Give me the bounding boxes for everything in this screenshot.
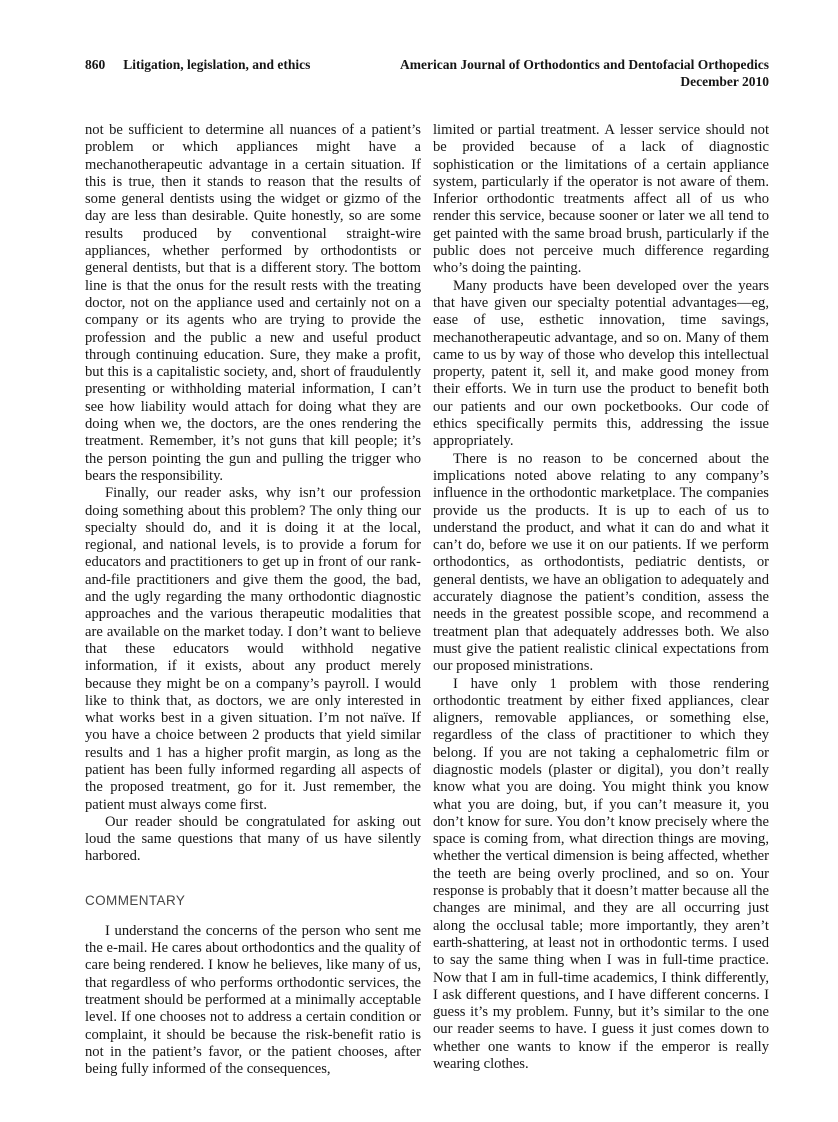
issue-date: December 2010 [680, 73, 769, 89]
paragraph: not be sufficient to determine all nuances of a patient’s problem or which appliances might have a mechanotherapeutic advantage in a certain situation. If this is true, then it stands to reason that the results of some general dentists using the widget or gizmo of the day are less than desirable. Quite honestly, so are some results produced by conventional straight-wire appliances, whether performed by orthodontists or general dentists, but that is a different story. The bottom line is that the onus for the result rests with the treating doctor, not on the appliance used and certainly not on a company or its agents who are trying to provide the profession and the public a new and useful product through continuing education. Sure, they make a profit, but this is a capitalistic society, and, short of fraudulently presenting or withholding material information, I can’t see how liability would attach for doing what they are doing when we, the doctors, are the ones rendering the treatment. Remember, it’s not guns that kill people; it’s the person pointing the gun and pulling the trigger who bears the responsibility. [85, 122, 421, 484]
paragraph: Our reader should be congratulated for asking out loud the same questions that many of us have silently harbored. [85, 813, 421, 865]
left-column [85, 122, 421, 1078]
running-title: Litigation, legislation, and ethics [123, 57, 311, 72]
page-number: 860 [85, 57, 106, 72]
running-head [85, 57, 769, 90]
paragraph: Many products have been developed over the years that have given our specialty potential advantages—eg, ease of use, esthetic innovation, time savings, mechanotherapeutic advantage, and so on. Many of them came to us by way of those who develop this intellectual property, patent it, sell it, and make good money from their efforts. We in turn use the product to benefit both our patients and our own pocketbooks. Our code of ethics specifically permits this, addressing the issue appropriately. [433, 277, 769, 450]
paragraph: There is no reason to be concerned about the implications noted above relating to any company’s influence in the orthodontic marketplace. The companies provide us the products. It is up to each of us to understand the product, and what it can do and what it can’t do, before we use it on our patients. If we perform orthodontics, as orthodontists, pediatric dentists, or general dentists, we have an obligation to adequately and accurately diagnose the patient’s condition, assess the needs in the greatest possible scope, and recommend a treatment plan that adequately addresses both. We also must give the patient realistic clinical expectations from our proposed ministrations. [433, 450, 769, 675]
paragraph: limited or partial treatment. A lesser service should not be provided because of a lack of diagnostic sophistication or the limitations of a certain appliance system, particularly if the operator is not aware of them. Inferior orthodontic treatments affect all of us who render this service, because sooner or later we all tend to get painted with the same broad brush, particularly if the public does not perceive much difference regarding who’s doing the painting. [433, 122, 769, 277]
paragraph: Finally, our reader asks, why isn’t our profession doing something about this problem? The only thing our specialty should do, and it is doing it at the local, regional, and national levels, is to provide a forum for educators and practitioners to get up in front of our rank-and-file practitioners and give them the good, the bad, and the ugly regarding the many orthodontic diagnostic approaches and the various therapeutic modalities that are available on the market today. I don’t want to believe that these educators would withhold negative information, if it exists, about any product merely because they might be on a company’s payroll. I would like to think that, as doctors, we are only interested in what works best in a given situation. I’m not naïve. If you have a choice between 2 products that yield similar results and 1 has a higher profit margin, as long as the patient has been fully informed regarding all aspects of the proposed treatment, go for it. Just remember, the patient must always come first. [85, 485, 421, 813]
paragraph: I have only 1 problem with those rendering orthodontic treatment by either fixed appliances, clear aligners, removable appliances, or something else, regardless of the class of practitioner to which they belong. If you are not taking a cephalometric film or diagnostic models (plaster or digital), you don’t really know what you are doing. You might think you know what you are doing, but, if you can’t measure it, you don’t know for sure. You don’t know precisely where the space is coming from, what direction things are moving, whether the vertical dimension is being affected, whether the teeth are being overly proclined, and so on. Your response is probably that it doesn’t matter because all the changes are minimal, and they are all occurring just along the occlusal table; more importantly, they aren’t earth-shattering, at least not in orthodontic terms. I used to say the same thing when I was in full-time practice. Now that I am in full-time academics, I think differently, I ask different questions, and I have different concerns. I guess it’s my problem. Funny, but it’s similar to the one our reader seems to have. I guess it just comes down to whether one wants to know if the emperor is really wearing clothes. [433, 675, 769, 1073]
commentary-heading: COMMENTARY [85, 892, 186, 908]
two-column-body [85, 122, 769, 1078]
running-head-right [400, 57, 769, 90]
journal-name: American Journal of Orthodontics and Dentofacial Orthopedics [400, 57, 769, 72]
running-head-left [85, 57, 310, 74]
paragraph: I understand the concerns of the person who sent me the e-mail. He cares about orthodontics and the quality of care being rendered. I know he believes, like many of us, that regardless of who performs orthodontic services, the treatment should be performed at a minimally acceptable level. If one chooses not to address a certain condition or complaint, it should be because the risk-benefit ratio is not in the patient’s favor, or the patient chooses, after being fully informed of the consequences, [85, 922, 421, 1078]
right-column [433, 122, 769, 1078]
